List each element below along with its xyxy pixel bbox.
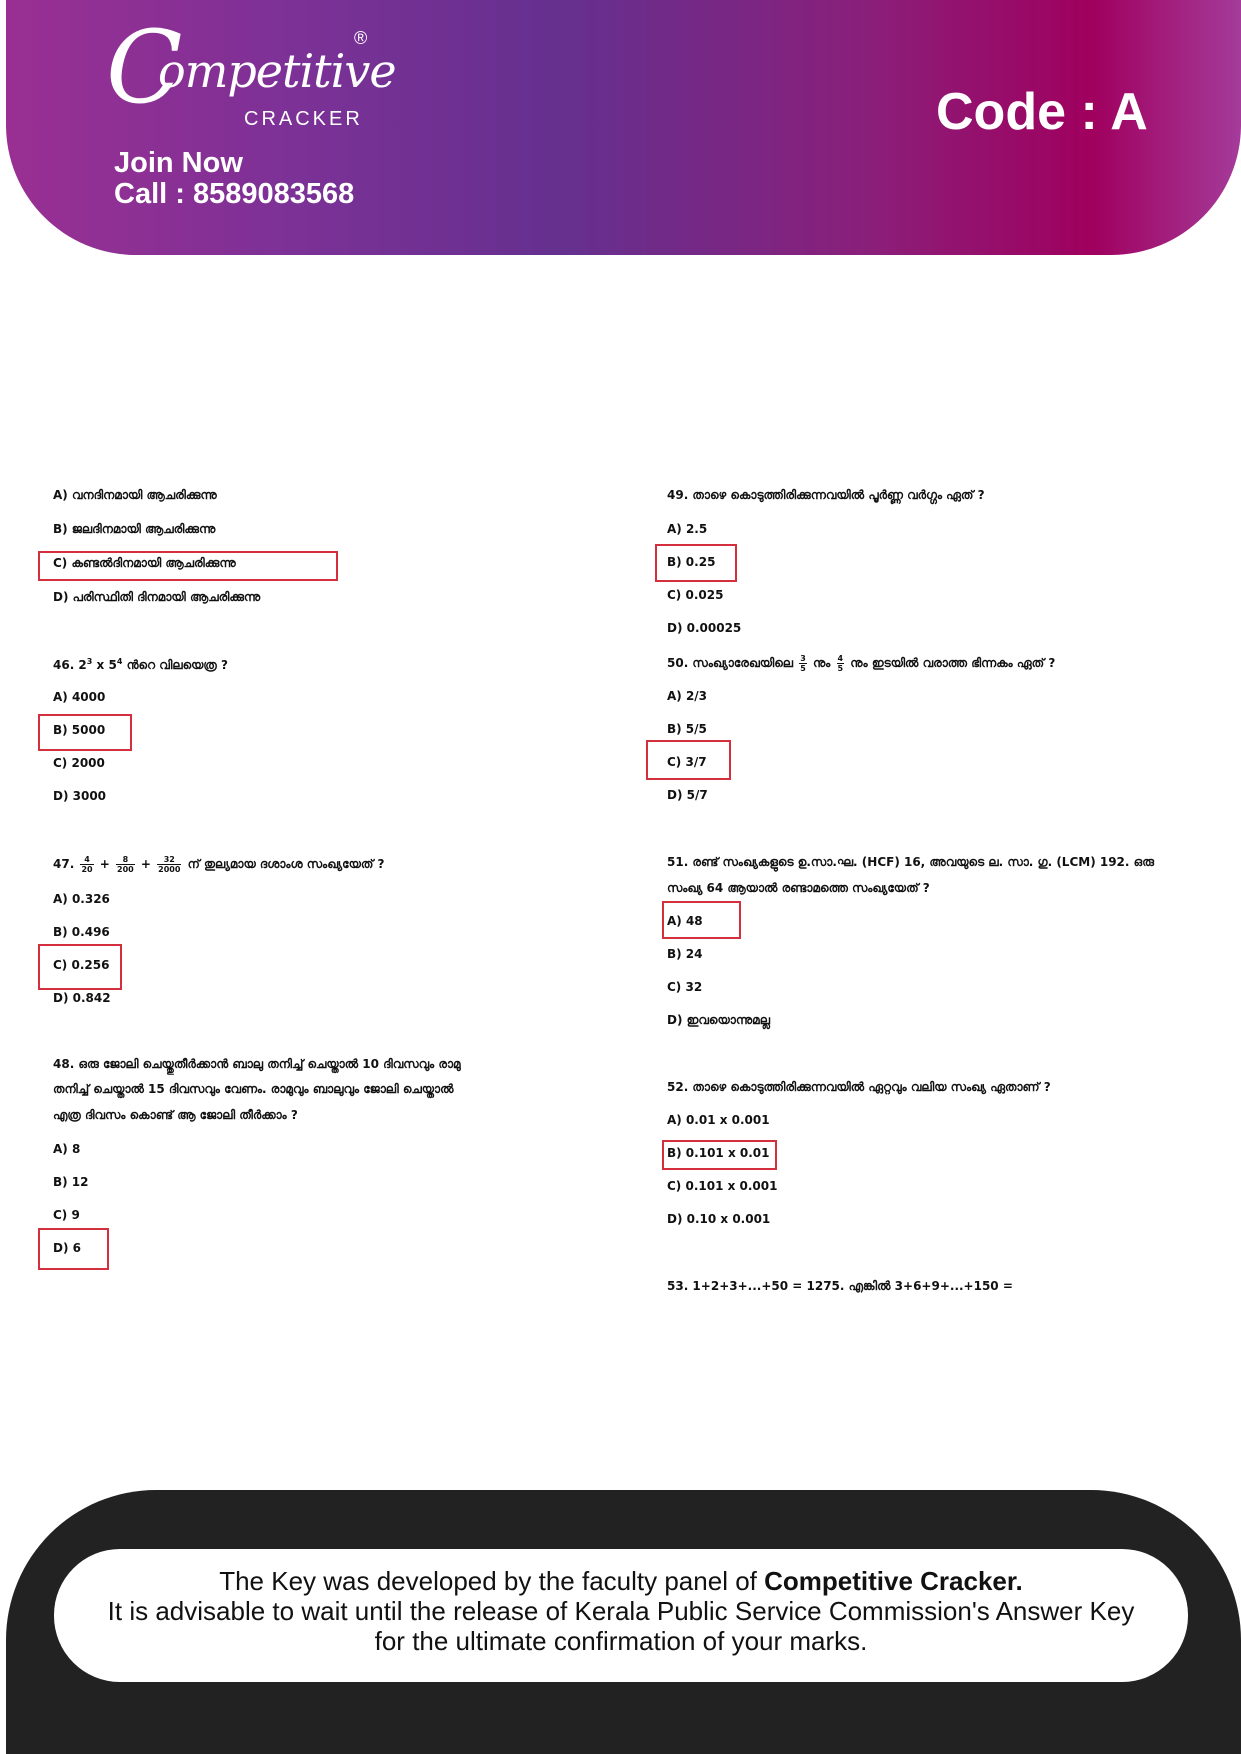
fraction-numerator: 4 (80, 855, 93, 865)
q45-option-c: C) കണ്ടൽദിനമായി ആചരിക്കുന്നു (53, 556, 236, 570)
q50-text: 50. സംഖ്യാരേഖയിലെ (667, 656, 794, 670)
q46-question (53, 657, 228, 673)
q48-option-a: A) 8 (53, 1142, 81, 1156)
q47-fraction (116, 855, 135, 874)
q50-text: നും ഇടയിൽ വരാത്ത ഭിന്നകം ഏത് ? (850, 656, 1056, 670)
q46-option-a: A) 4000 (53, 690, 106, 704)
q47-fraction (157, 855, 181, 874)
fraction-denominator: 2000 (158, 865, 181, 874)
join-block (114, 148, 354, 210)
q52-option-a: A) 0.01 x 0.001 (667, 1113, 770, 1127)
q47-option-d: D) 0.842 (53, 991, 111, 1005)
answer-highlight-box (662, 901, 741, 939)
fraction-numerator: 3 (800, 654, 806, 663)
q47-option-a: A) 0.326 (53, 892, 110, 906)
call-number: Call : 8589083568 (114, 178, 355, 210)
q51-option-a: A) 48 (667, 914, 703, 928)
competitive-cracker-logo (106, 9, 396, 138)
q46-text: ൻറെ വിലയെത്ര ? (122, 658, 228, 672)
q48-option-b: B) 12 (53, 1175, 89, 1189)
q47-fraction (80, 855, 93, 874)
q46-option-d: D) 3000 (53, 789, 107, 803)
q46-option-b: B) 5000 (53, 723, 106, 737)
q47-option-c: C) 0.256 (53, 958, 110, 972)
q46-exponent: 3 (86, 657, 93, 666)
q47-text: 47. (53, 857, 75, 871)
fraction-denominator: 20 (81, 865, 93, 874)
q48-question-line1: 48. ഒരു ജോലി ചെയ്തുതീർക്കാൻ ബാലു തനിച്ച് ചെയ്താൽ 10 ദിവസവും രാമു (53, 1057, 461, 1071)
q46-text: x 5 (92, 658, 117, 672)
q48-option-d: D) 6 (53, 1241, 81, 1255)
q50-option-b: B) 5/5 (667, 722, 707, 736)
fraction-denominator: 5 (800, 664, 806, 673)
q48-question-line3: എത്ര ദിവസം കൊണ്ട് ആ ജോലി തീർക്കാം ? (53, 1108, 298, 1122)
q52-option-d: D) 0.10 x 0.001 (667, 1212, 771, 1226)
q45-option-b: B) ജലദിനമായി ആചരിക്കുന്നു (53, 522, 216, 536)
q50-question (667, 654, 1055, 673)
q49-option-a: A) 2.5 (667, 522, 708, 536)
logo-sub: CRACKER (244, 108, 363, 130)
q46-text: 46. 2 (53, 658, 87, 672)
q47-option-b: B) 0.496 (53, 925, 110, 939)
disclaimer-text: The Key was developed by the faculty panel of (219, 1566, 765, 1596)
q52-option-c: C) 0.101 x 0.001 (667, 1179, 778, 1193)
answer-highlight-box (38, 551, 338, 581)
q49-question: 49. താഴെ കൊടുത്തിരിക്കുന്നവയിൽ പൂർണ്ണ വർഗ്ഗം ഏത് ? (667, 488, 985, 502)
q49-option-b: B) 0.25 (667, 555, 716, 569)
registered-icon: ® (354, 28, 368, 48)
fraction-denominator: 200 (117, 865, 134, 874)
q50-option-c: C) 3/7 (667, 755, 707, 769)
q45-option-a: A) വനദിനമായി ആചരിക്കുന്നു (53, 488, 217, 502)
q47-text: ന് തുല്യമായ ദശാംശ സംഖ്യയേത് ? (187, 857, 385, 871)
q47-question (53, 855, 385, 874)
fraction-denominator: 5 (837, 664, 844, 673)
answer-highlight-box (38, 1228, 109, 1270)
q51-option-d: D) ഇവയൊന്നുമല്ല (667, 1013, 770, 1027)
answer-highlight-box (662, 1140, 777, 1170)
join-now-text: Join Now (114, 147, 243, 179)
q50-fraction (799, 654, 807, 673)
answer-highlight-box (646, 740, 731, 780)
logo-word: ompetitive (158, 44, 396, 98)
q48-option-c: C) 9 (53, 1208, 80, 1222)
q45-option-d: D) പരിസ്ഥിതി ദിനമായി ആചരിക്കുന്നു (53, 590, 261, 604)
answer-highlight-box (38, 714, 132, 751)
answer-highlight-box (655, 544, 737, 582)
disclaimer-note (54, 1549, 1188, 1682)
q48-question-line2: തനിച്ച് ചെയ്താൽ 15 ദിവസവും വേണം. രാമുവും ബാലുവും ജോലി ചെയ്താൽ (53, 1082, 454, 1096)
disclaimer-line1 (54, 1566, 1188, 1596)
header-banner (6, 0, 1241, 255)
q46-exponent: 4 (116, 657, 123, 666)
q51-question-line2: സംഖ്യ 64 ആയാൽ രണ്ടാമത്തെ സംഖ്യയേത് ? (667, 881, 930, 895)
plus-sign: + (99, 857, 110, 871)
q50-text: നും (812, 656, 831, 670)
q49-option-c: C) 0.025 (667, 588, 724, 602)
disclaimer-line3: for the ultimate confirmation of your marks. (374, 1626, 868, 1656)
q50-fraction (837, 654, 845, 673)
fraction-numerator: 8 (116, 855, 135, 865)
logo-letter: C (106, 9, 183, 126)
q51-option-c: C) 32 (667, 980, 703, 994)
brand-name: Competitive Cracker. (764, 1566, 1023, 1596)
q52-question: 52. താഴെ കൊടുത്തിരിക്കുന്നവയിൽ ഏറ്റവും വലിയ സംഖ്യ ഏതാണ് ? (667, 1080, 1051, 1094)
q50-option-a: A) 2/3 (667, 689, 708, 703)
code-label: Code : A (936, 83, 1148, 141)
q51-option-b: B) 24 (667, 947, 703, 961)
q49-option-d: D) 0.00025 (667, 621, 742, 635)
fraction-numerator: 32 (157, 855, 181, 865)
q52-option-b: B) 0.101 x 0.01 (667, 1146, 770, 1160)
q53-question: 53. 1+2+3+...+50 = 1275. എങ്കിൽ 3+6+9+...+150 = (667, 1279, 1013, 1293)
q46-option-c: C) 2000 (53, 756, 105, 770)
fraction-numerator: 4 (837, 654, 844, 663)
answer-highlight-box (38, 944, 122, 990)
disclaimer-line2: It is advisable to wait until the release of Kerala Public Service Commission's Answer Key (107, 1596, 1135, 1626)
plus-sign: + (140, 857, 151, 871)
q51-question-line1: 51. രണ്ട് സംഖ്യകളുടെ ഉ.സാ.ഘ. (HCF) 16, അവയുടെ ല. സാ. ഗു. (LCM) 192. ഒരു (667, 855, 1155, 869)
q50-option-d: D) 5/7 (667, 788, 708, 802)
